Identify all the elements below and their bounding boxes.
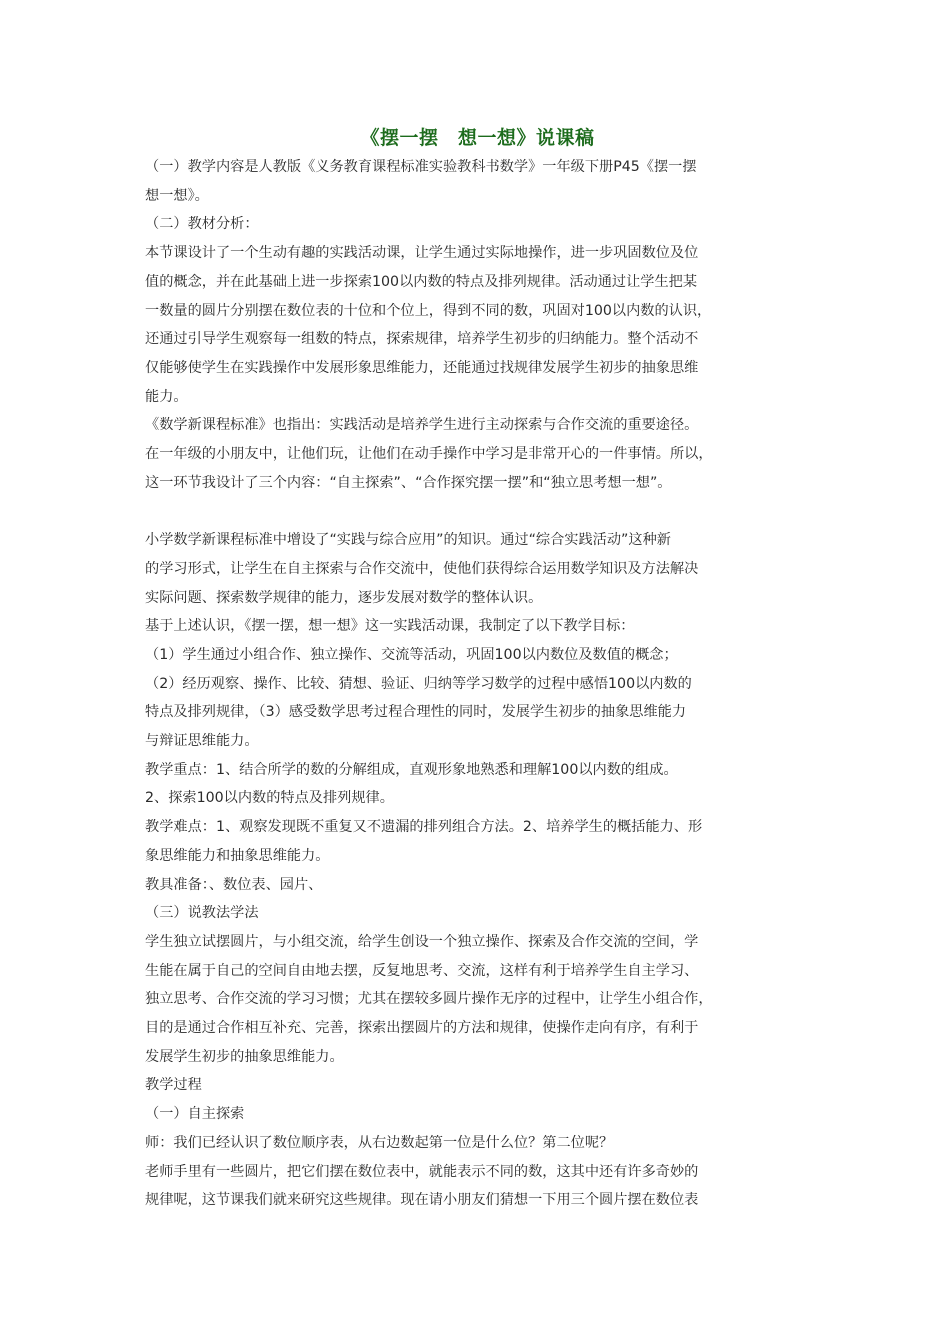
paragraph-line: 2、探索100以内数的特点及排列规律。 <box>145 790 394 807</box>
paragraph-line: 目的是通过合作相互补充、完善，探索出摆圆片的方法和规律，使操作走向有序，有利于 <box>145 1020 699 1037</box>
paragraph-line: 仅能够使学生在实践操作中发展形象思维能力，还能通过找规律发展学生初步的抽象思维 <box>145 359 699 376</box>
paragraph-line: （一）教学内容是人教版《义务教育课程标准实验教科书数学》一年级下册P45《摆一摆 <box>145 159 697 175</box>
paragraph-line: 生能在属于自己的空间自由地去摆，反复地思考、交流，这样有利于培养学生自主学习、 <box>145 962 699 979</box>
paragraph-line: 教学重点：1、结合所学的数的分解组成，直观形象地熟悉和理解100以内数的组成。 <box>145 761 678 778</box>
paragraph-line: 学生独立试摆圆片，与小组交流，给学生创设一个独立操作、探索及合作交流的空间，学 <box>145 933 699 950</box>
paragraph-line: 还通过引导学生观察每一组数的特点，探索规律，培养学生初步的归纳能力。整个活动不 <box>145 331 699 348</box>
paragraph-line: 教具准备：、数位表、园片、 <box>145 876 323 893</box>
blank-line <box>145 497 810 526</box>
paragraph-line: 教学难点：1、观察发现既不重复又不遗漏的排列组合方法。2、培养学生的概括能力、形 <box>145 819 703 836</box>
paragraph-line: 独立思考、合作交流的学习习惯；尤其在摆较多圆片操作无序的过程中，让学生小组合作， <box>145 991 713 1008</box>
paragraph-line: 基于上述认识，《摆一摆，想一想》这一实践活动课，我制定了以下教学目标： <box>145 618 635 635</box>
section-body <box>145 526 810 1215</box>
document-page <box>145 124 810 1215</box>
paragraph-line: 规律呢，这节课我们就来研究这些规律。现在请小朋友们猜想一下用三个圆片摆在数位表 <box>145 1192 699 1209</box>
paragraph-line: 教学过程 <box>145 1077 202 1094</box>
paragraph-line: 《数学新课程标准》也指出：实践活动是培养学生进行主动探索与合作交流的重要途径。 <box>145 417 699 434</box>
section-intro <box>145 153 810 497</box>
paragraph-line: 值的概念，并在此基础上进一步探索100以内数的特点及排列规律。活动通过让学生把某 <box>145 273 698 290</box>
paragraph-line: 的学习形式，让学生在自主探索与合作交流中，使他们获得综合运用数学知识及方法解决 <box>145 560 699 577</box>
paragraph-line: 一数量的圆片分别摆在数位表的十位和个位上，得到不同的数，巩固对100以内数的认识， <box>145 302 712 319</box>
paragraph-line: 这一环节我设计了三个内容：“自主探索”、“合作探究摆一摆”和“独立思考想一想”。 <box>145 474 672 491</box>
paragraph-line: （三）说教法学法 <box>145 905 259 922</box>
paragraph-line: 小学数学新课程标准中增设了“实践与综合应用”的知识。通过“综合实践活动”这种新 <box>145 532 671 549</box>
paragraph-line: 师：我们已经认识了数位顺序表，从右边数起第一位是什么位？第二位呢？ <box>145 1134 614 1151</box>
paragraph-line: （2）经历观察、操作、比较、猜想、验证、归纳等学习数学的过程中感悟100以内数的 <box>145 675 692 692</box>
paragraph-line: 与辩证思维能力。 <box>145 733 259 750</box>
paragraph-line: （一）自主探索 <box>145 1106 245 1123</box>
paragraph-line: 老师手里有一些圆片，把它们摆在数位表中，就能表示不同的数，这其中还有许多奇妙的 <box>145 1163 699 1180</box>
paragraph-line: 能力。 <box>145 388 188 405</box>
paragraph-line: 想一想》。 <box>145 187 209 204</box>
paragraph-line: （1）学生通过小组合作、独立操作、交流等活动，巩固100以内数位及数值的概念； <box>145 646 678 663</box>
paragraph-line: （二）教材分析： <box>145 216 259 233</box>
paragraph-line: 象思维能力和抽象思维能力。 <box>145 847 330 864</box>
paragraph-line: 在一年级的小朋友中，让他们玩，让他们在动手操作中学习是非常开心的一件事情。所以， <box>145 446 713 463</box>
paragraph-line: 特点及排列规律，（3）感受数学思考过程合理性的同时，发展学生初步的抽象思维能力 <box>145 704 687 721</box>
paragraph-line: 本节课设计了一个生动有趣的实践活动课，让学生通过实际地操作，进一步巩固数位及位 <box>145 245 699 262</box>
paragraph-line: 发展学生初步的抽象思维能力。 <box>145 1048 344 1065</box>
document-title: 《摆一摆 想一想》说课稿 <box>360 127 595 149</box>
paragraph-line: 实际问题、探索数学规律的能力，逐步发展对数学的整体认识。 <box>145 589 543 606</box>
